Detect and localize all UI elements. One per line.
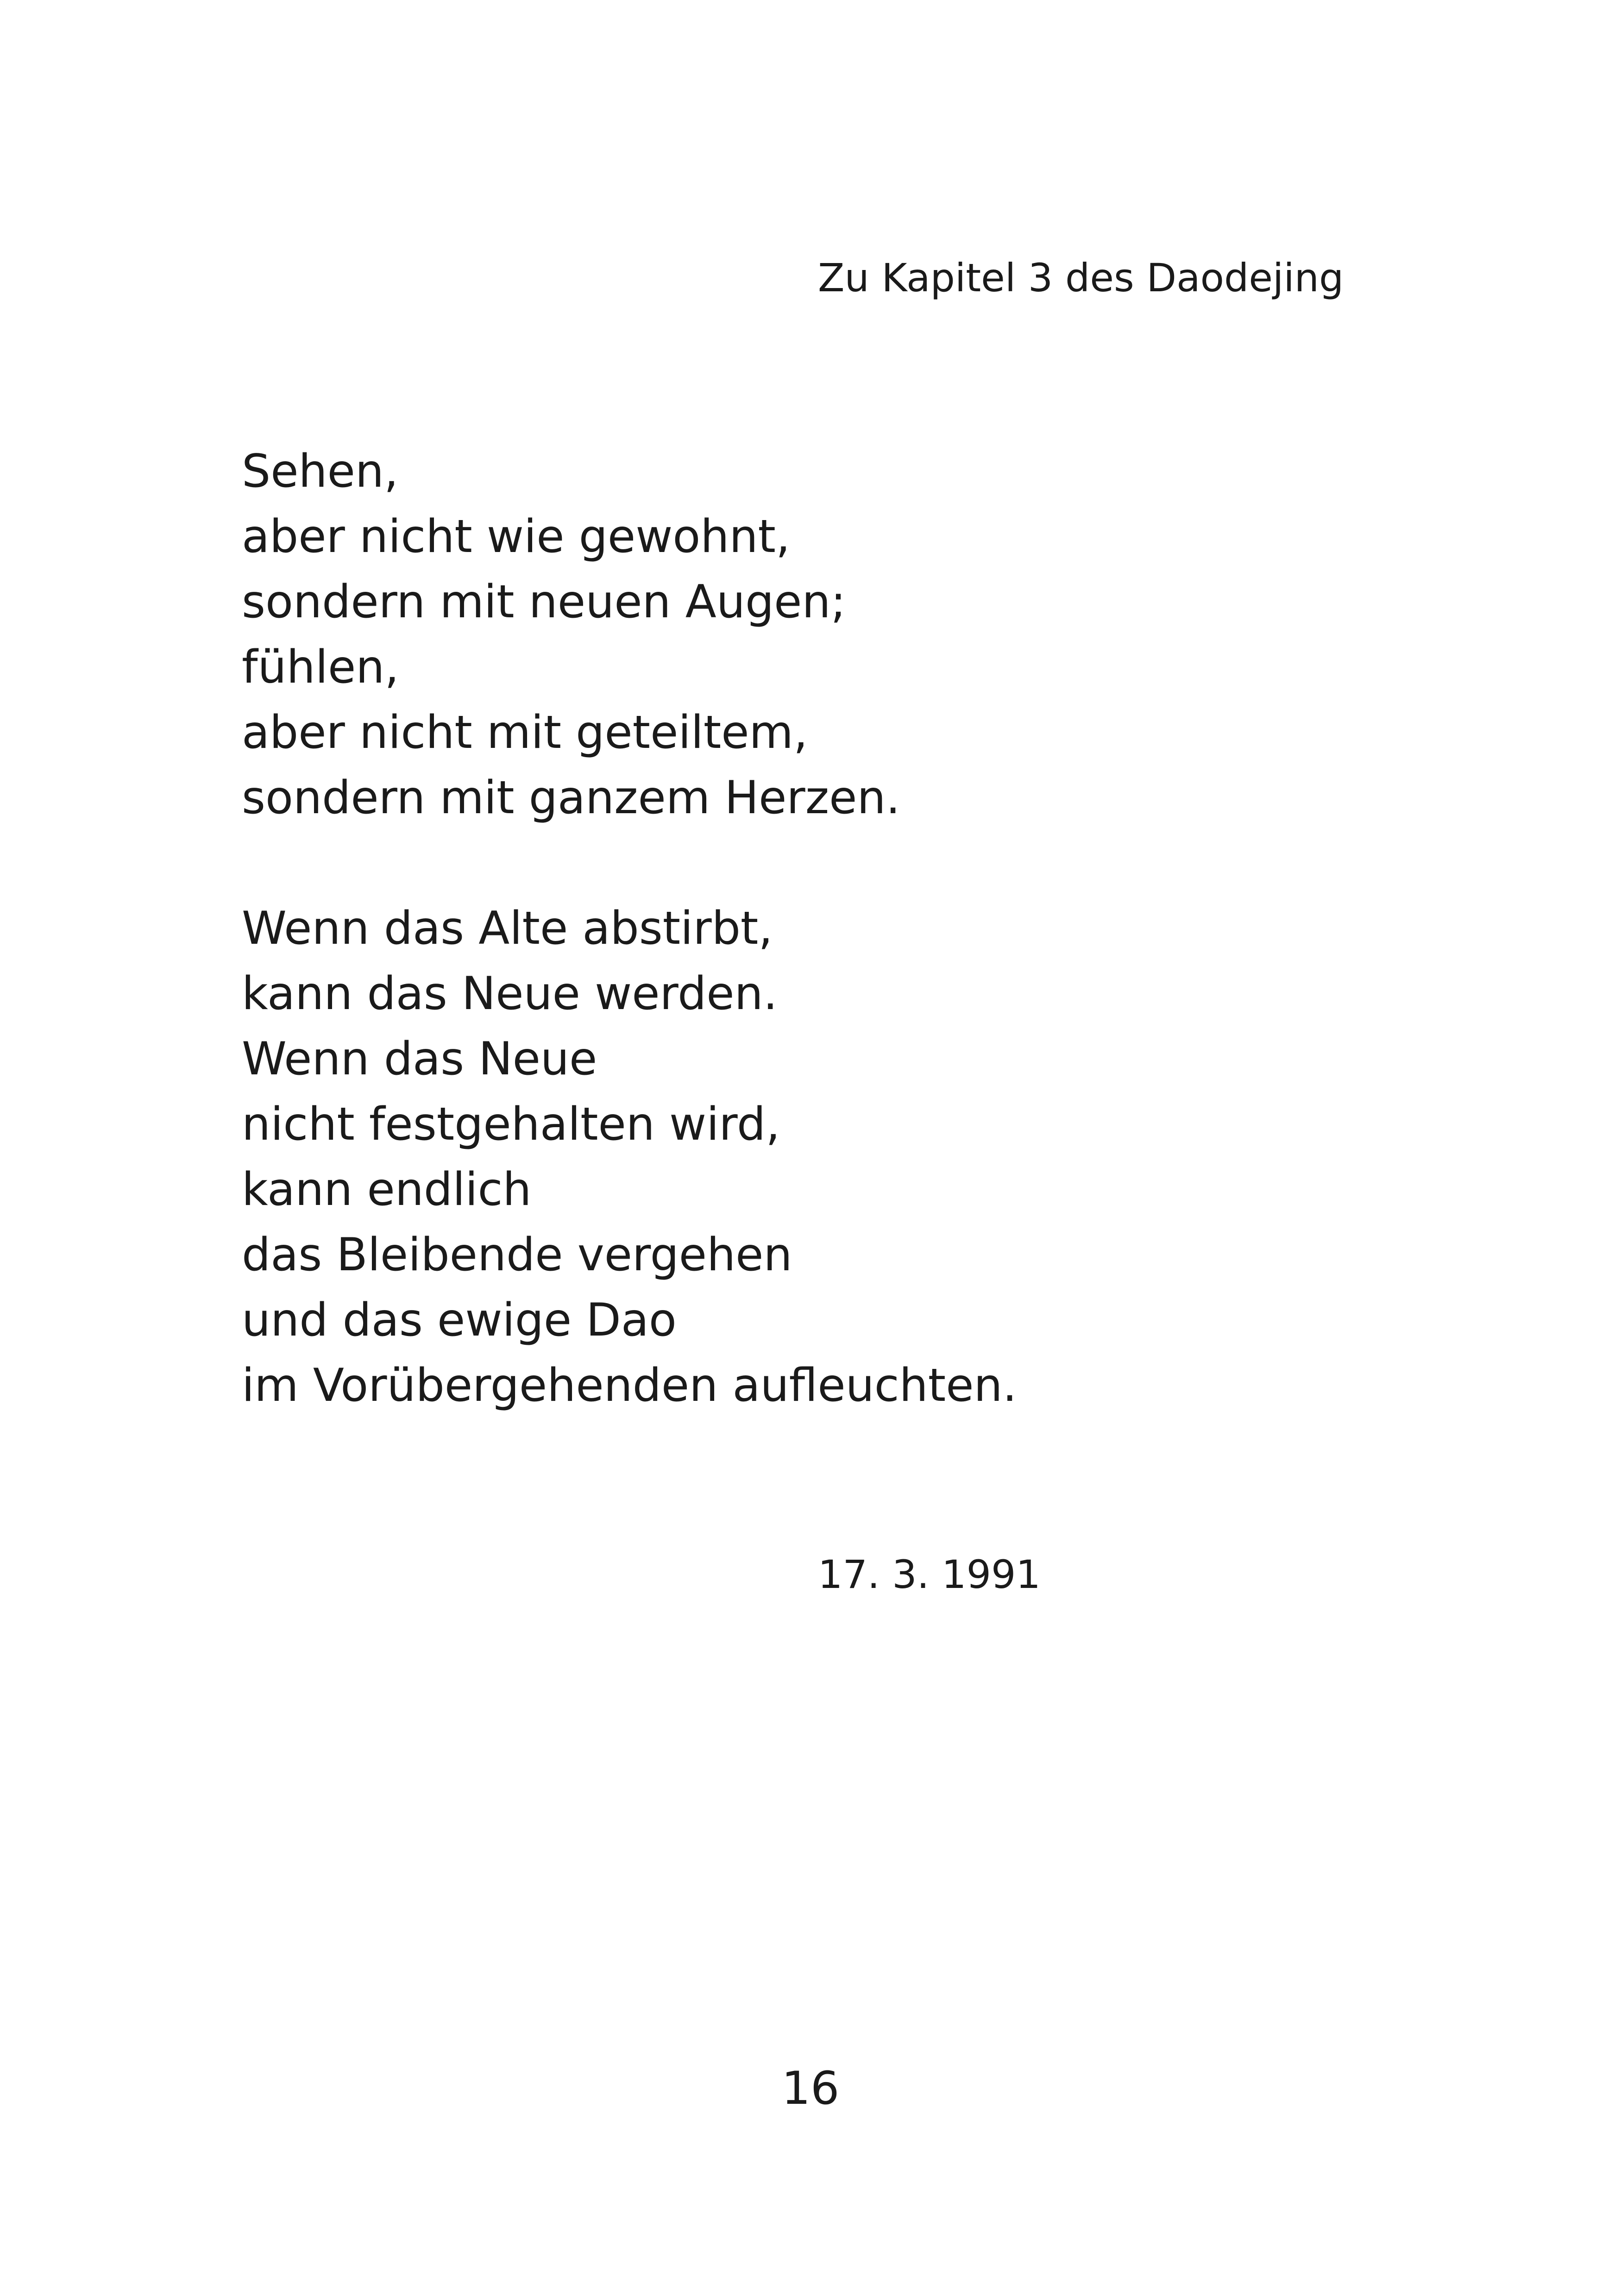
poem-line: das Bleibende vergehen bbox=[242, 1229, 792, 1281]
poem bbox=[242, 439, 1017, 1418]
poem-line: im Vorübergehenden aufleuchten. bbox=[242, 1359, 1017, 1412]
poem-line: Wenn das Alte abstirbt, bbox=[242, 902, 773, 955]
poem-line: kann das Neue werden. bbox=[242, 967, 778, 1020]
poem-subtitle: Zu Kapitel 3 des Daodejing bbox=[818, 255, 1344, 301]
poem-line: aber nicht mit geteiltem, bbox=[242, 706, 808, 759]
poem-date: 17. 3. 1991 bbox=[818, 1552, 1041, 1597]
poem-line: aber nicht wie gewohnt, bbox=[242, 510, 791, 563]
poem-line: kann endlich bbox=[242, 1163, 532, 1216]
poem-line: nicht festgehalten wird, bbox=[242, 1098, 780, 1151]
poem-stanza-2 bbox=[242, 896, 1017, 1418]
poem-stanza-1 bbox=[242, 439, 1017, 831]
poem-line: fühlen, bbox=[242, 641, 399, 694]
poem-line: sondern mit ganzem Herzen. bbox=[242, 772, 900, 824]
poem-line: Wenn das Neue bbox=[242, 1033, 597, 1085]
poem-line: sondern mit neuen Augen; bbox=[242, 576, 846, 628]
poem-line: und das ewige Dao bbox=[242, 1294, 677, 1347]
poem-line: Sehen, bbox=[242, 445, 399, 498]
page-number: 16 bbox=[781, 2062, 840, 2115]
